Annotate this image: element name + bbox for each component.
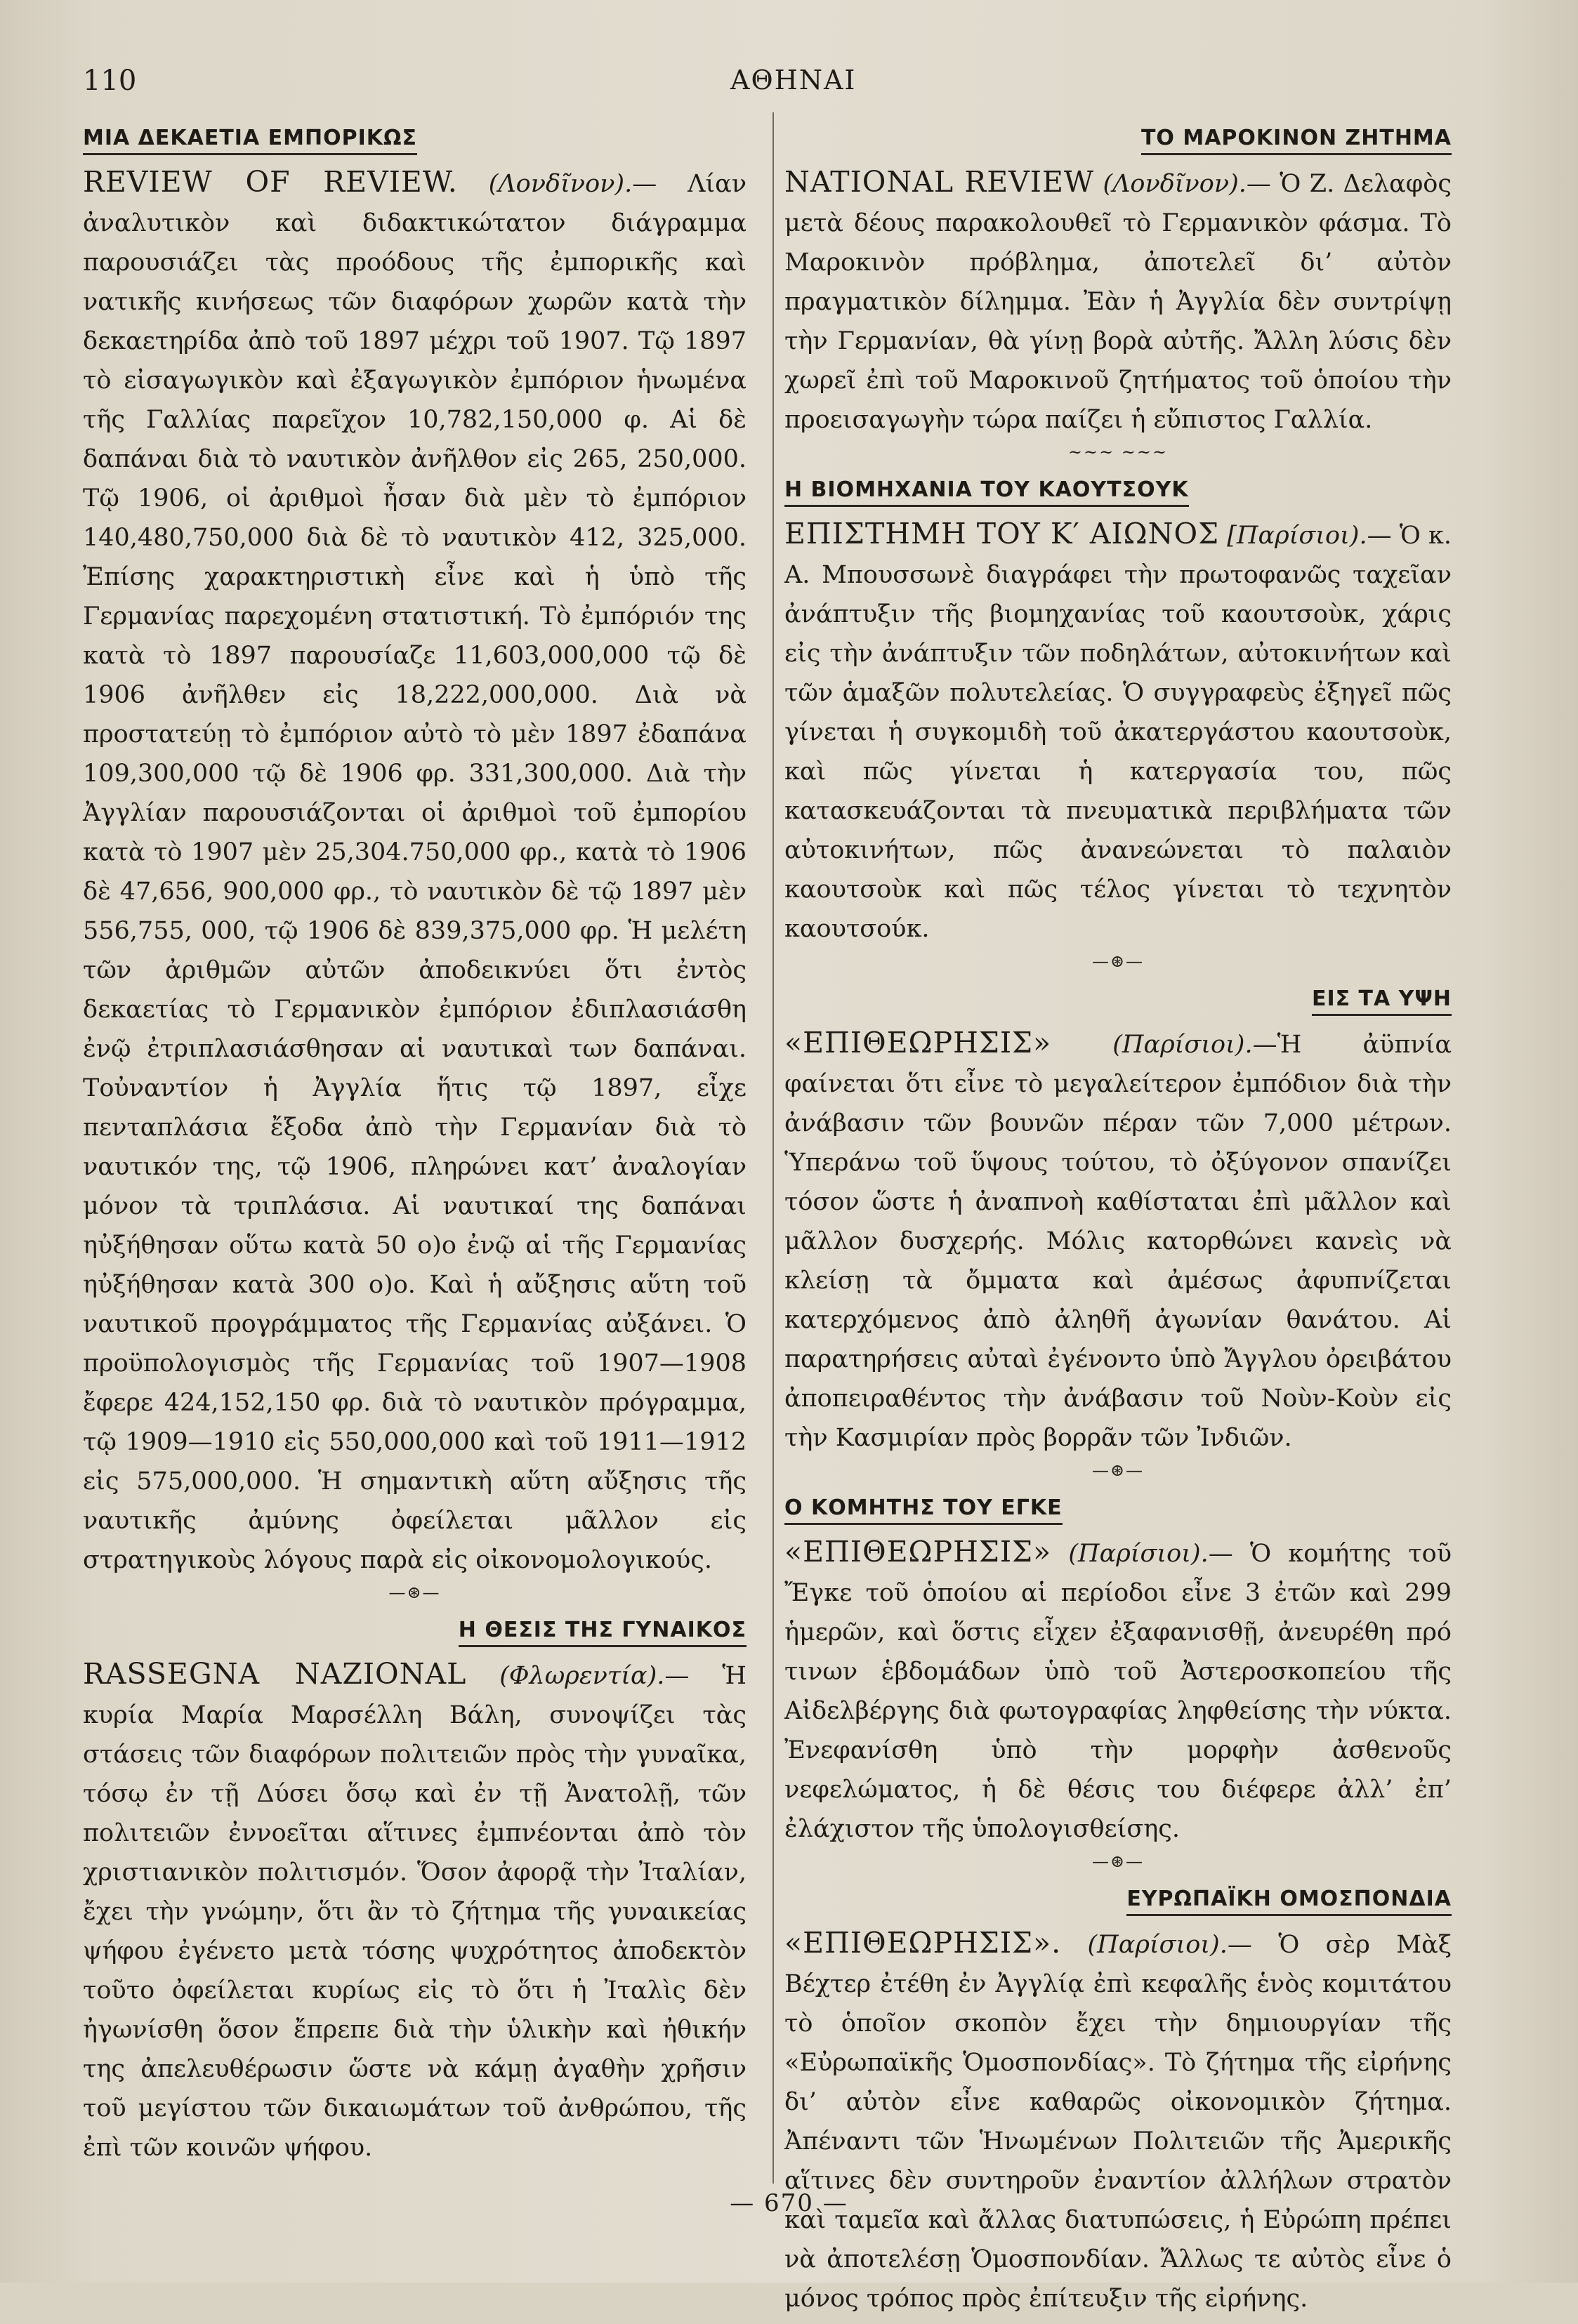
publication-city: [Παρίσιοι). <box>1227 522 1367 550</box>
left-column <box>83 116 747 2173</box>
publication-name: ΕΠΙΣΤΗΜΗ ΤΟΥ Κ′ ΑΙΩΝΟΣ <box>784 517 1220 550</box>
article-text: — Ὁ Ζ. Δελαφὸς μετὰ δέους παρακολουθεῖ τὸ Γερμανικὸν φάσμα. Τὸ Μαροκινὸν πρόβλημα, ἀποτελεῖ δι’ αὐτὸν πραγματικὸν δίλημμα. Ἐὰν ἡ Ἀγγλία δὲν συντρίψῃ τὴν Γερμανίαν, θὰ γίνῃ βορὰ αὐτῆς. Ἄλλη λύσις δὲν χωρεῖ ἐπὶ τοῦ Μαροκινοῦ ζητήματος τοῦ ὁποίου τὴν προεισαγωγὴν τώρα παίζει ἡ εὔπιστος Γαλλία. <box>784 170 1452 434</box>
right-column <box>784 116 1452 2324</box>
article-body <box>784 1023 1452 1458</box>
article <box>83 116 747 1602</box>
ornament-divider: —⊛— <box>1091 1460 1145 1480</box>
article <box>784 116 1452 462</box>
article-heading: ΤΟ ΜΑΡΟΚΙΝΟΝ ΖΗΤΗΜΑ <box>1141 126 1452 155</box>
article-heading: ΜΙΑ ΔΕΚΑΕΤΙΑ ΕΜΠΟΡΙΚΩΣ <box>83 126 417 155</box>
ornament-divider: ~~~ ~~~ <box>1067 442 1169 462</box>
ornament-divider: —⊛— <box>1091 1851 1145 1871</box>
ornament-divider: —⊛— <box>1091 951 1145 971</box>
article-body <box>784 1532 1452 1849</box>
article-text: —Ἡ ἀϋπνία φαίνεται ὅτι εἶνε τὸ μεγαλείτερον ἐμπόδιον διὰ τὴν ἀνάβασιν τῶν βουνῶν πέραν τῶν 7,000 μέτρων. Ὑπεράνω τοῦ ὕψους τούτου, τὸ ὀξύγονον σπανίζει τόσον ὥστε ἡ ἀναπνοὴ καθίσταται ἐπὶ μᾶλλον καὶ μᾶλλον δυσχερής. Μόλις κατορθώνει κανεὶς νὰ κλείσῃ τὰ ὄμματα καὶ ἀμέσως ἀφυπνίζεται κατερχόμενος ἀπὸ ἀληθῆ ἀγωνίαν θανάτου. Αἱ παρατηρήσεις αὐταὶ ἐγένοντο ὑπὸ Ἄγγλου ὀρειβάτου ἀποπειραθέντος τὴν ἀνάβασιν τοῦ Νοὺν-Κοὺν εἰς τὴν Κασμιρίαν πρὸς βορρᾶν τῶν Ἰνδιῶν. <box>784 1031 1452 1452</box>
page-number: 110 <box>83 65 137 97</box>
article-body <box>784 162 1452 440</box>
article-text: — Λίαν ἀναλυτικὸν καὶ διδακτικώτατον διάγραμμα παρουσιάζει τὰς προόδους τῆς ἐμπορικῆς καὶ νατικῆς κινήσεως τῶν διαφόρων χωρῶν κατὰ τὴν δεκαετηρίδα ἀπὸ τοῦ 1897 μέχρι τοῦ 1907. Τῷ 1897 τὸ εἰσαγωγικὸν καὶ ἐξαγωγικὸν ἐμπόριον ἡνωμένα τῆς Γαλλίας παρεῖχον 10,782,150,000 φ. Αἱ δὲ δαπάναι διὰ τὸ ναυτικὸν ἀνῆλθον εἰς 265, 250,000. Τῷ 1906, οἱ ἀριθμοὶ ἦσαν διὰ μὲν τὸ ἐμπόριον 140,480,750,000 διὰ δὲ τὸ ναυτικὸν 412, 325,000. Ἐπίσης χαρακτηριστικὴ εἶνε καὶ ἡ ὑπὸ τῆς Γερμανίας παρεχομένη στατιστική. Τὸ ἐμπόριόν της κατὰ τὸ 1897 παρουσίαζε 11,603,000,000 τῷ δὲ 1906 ἀνῆλθεν εἰς 18,222,000,000. Διὰ νὰ προστατεύῃ τὸ ἐμπόριον αὐτὸ τὸ μὲν 1897 ἐδαπάνα 109,300,000 τῷ δὲ 1906 φρ. 331,300,000. Διὰ τὴν Ἀγγλίαν παρουσιάζονται οἱ ἀριθμοὶ τοῦ ἐμπορίου κατὰ τὸ 1907 μὲν 25,304.750,000 φρ., κατὰ τὸ 1906 δὲ 47,656, 900,000 φρ., τὸ ναυτικὸν δὲ τῷ 1897 μὲν 556,755, 000, τῷ 1906 δὲ 839,375,000 φρ. Ἡ μελέτη τῶν ἀριθμῶν αὐτῶν ἀποδεικνύει ὅτι ἐντὸς δεκαετίας τὸ Γερμανικὸν ἐμπόριον ἐδιπλασιάσθη ἐνῷ ἐτριπλασιάσθησαν αἱ ναυτικαὶ των δαπάναι. Τοὐναντίον ἡ Ἀγγλία ἥτις τῷ 1897, εἶχε πενταπλάσια ἔξοδα ἀπὸ τὴν Γερμανίαν διὰ τὸ ναυτικόν της, τῷ 1906, πληρώνει κατ’ ἀναλογίαν μόνον τὰ τριπλάσια. Αἱ ναυτικαί της δαπάναι ηὐξήθησαν οὕτω κατὰ 50 ο)ο ἐνῷ αἱ τῆς Γερμανίας ηὐξήθησαν κατὰ 300 ο)ο. Καὶ ἡ αὔξησις αὕτη τοῦ ναυτικοῦ προγράμματος τῆς Γερμανίας αὐξάνει. Ὁ προϋπολογισμὸς τῆς Γερμανίας τοῦ 1907—1908 ἔφερε 424,152,150 φρ. διὰ τὸ ναυτικὸν πρόγραμμα, τῷ 1909—1910 εἰς 550,000,000 καὶ τοῦ 1911—1912 εἰς 575,000,000. Ἡ σημαντικὴ αὕτη αὔξησις τῆς ναυτικῆς ἀμύνης ὀφείλεται μᾶλλον εἰς στρατηγικοὺς λόγους παρὰ εἰς οἰκονομολογικούς. <box>83 170 747 1574</box>
article-heading: ΕΥΡΩΠΑΪΚΗ ΟΜΟΣΠΟΝΔΙΑ <box>1126 1887 1452 1916</box>
article-body <box>784 1923 1452 2318</box>
publication-city: (Λονδῖνον). <box>488 170 633 198</box>
ornament-divider: —⊛— <box>388 1583 441 1602</box>
publication-name: «ΕΠΙΘΕΩΡΗΣΙΣ» <box>784 1026 1052 1059</box>
publication-city: (Λονδῖνον). <box>1103 170 1247 198</box>
publication-name: RASSEGNA NAZIONAL <box>83 1657 467 1691</box>
article <box>784 468 1452 971</box>
publication-name: «ΕΠΙΘΕΩΡΗΣΙΣ». <box>784 1926 1062 1960</box>
article <box>784 1877 1452 2318</box>
article <box>784 977 1452 1480</box>
article-text: — Ὁ κ. Α. Μπουσσωνὲ διαγράφει τὴν πρωτοφανῶς ταχεῖαν ἀνάπτυξιν τῆς βιομηχανίας τοῦ καουτσοὺκ, χάρις εἰς τὴν ἀνάπτυξιν τῶν ποδηλάτων, αὐτοκινήτων καὶ τῶν ἁμαξῶν πολυτελείας. Ὁ συγγραφεὺς ἐξηγεῖ πῶς γίνεται ἡ συγκομιδὴ τοῦ ἀκατεργάστου καουτσοὺκ, καὶ πῶς γίνεται ἡ κατεργασία του, πῶς κατασκευάζονται τὰ πνευματικὰ περιβλήματα τῶν αὐτοκινήτων, πῶς ἀνανεώνεται τὸ παλαιὸν καουτσοὺκ καὶ πῶς τέλος γίνεται τὸ τεχνητὸν καουτσούκ. <box>784 522 1452 943</box>
article-heading: Ο ΚΟΜΗΤΗΣ ΤΟΥ ΕΓΚΕ <box>784 1496 1063 1525</box>
article-text: — Ὁ σὲρ Μὰξ Βέχτερ ἐτέθη ἐν Ἀγγλίᾳ ἐπὶ κεφαλῆς ἑνὸς κομιτάτου τὸ ὁποῖον σκοπὸν ἔχει τὴν δημιουργίαν τῆς «Εὐρωπαϊκῆς Ὁμοσπονδίας». Τὸ ζήτημα τῆς εἰρήνης δι’ αὐτὸν εἶνε καθαρῶς οἰκονομικὸν ζήτημα. Ἀπέναντι τῶν Ἡνωμένων Πολιτειῶν τῆς Ἀμερικῆς αἵτινες δὲν συντηροῦν ἐναντίον ἀλλήλων στρατὸν καὶ ταμεῖα καὶ ἄλλας διατυπώσεις, ἡ Εὐρώπη πρέπει νὰ ἀποτελέσῃ Ὁμοσπονδίαν. Ἄλλως τε αὐτὸς εἶνε ὁ μόνος τρόπος πρὸς ἐπίτευξιν τῆς εἰρήνης. <box>784 1931 1452 2313</box>
running-title: ΑΘΗΝΑΙ <box>730 65 857 95</box>
publication-name: NATIONAL REVIEW <box>784 165 1095 199</box>
article-text: — Ἡ κυρία Μαρία Μαρσέλλη Βάλη, συνοψίζει τὰς στάσεις τῶν διαφόρων πολιτειῶν πρὸς τὴν γυναῖκα, τόσῳ ἐν τῇ Δύσει ὅσῳ καὶ ἐν τῇ Ἀνατολῇ, τῶν πολιτειῶν ἐννοεῖται αἵτινες ἐμπνέονται ἀπὸ τὸν χριστιανικὸν πολιτισμόν. Ὅσον ἀφορᾷ τὴν Ἰταλίαν, ἔχει τὴν γνώμην, ὅτι ἂν τὸ ζήτημα τῆς γυναικείας ψήφου ἐγένετο μετὰ τόσης ψυχρότητος ἀποδεκτὸν τοῦτο ὀφείλεται κυρίως εἰς τὸ ὅτι ἡ Ἰταλὶς δὲν ἠγωνίσθη ὅσον ἔπρεπε διὰ τὴν ὑλικὴν καὶ ἠθικήν της ἀπελευθέρωσιν ὥστε νὰ κάμῃ ἀγαθὴν χρῆσιν τοῦ μεγίστου τῶν δικαιωμάτων τοῦ ἀνθρώπου, τῆς ἐπὶ τῶν κοινῶν ψήφου. <box>83 1662 747 2162</box>
article-text: — Ὁ κομήτης τοῦ Ἔγκε τοῦ ὁποίου αἱ περίοδοι εἶνε 3 ἐτῶν καὶ 299 ἡμερῶν, καὶ ὅστις εἶχεν ἐξαφανισθῇ, ἀνευρέθη πρό τινων ἑβδομάδων ὑπὸ τοῦ Ἀστεροσκοπείου τῆς Αἰδελβέργης διὰ φωτογραφίας ληφθείσης τὴν νύκτα. Ἐνεφανίσθη ὑπὸ τὴν μορφὴν ἀσθενοῦς νεφελώματος, ἡ δὲ θέσις του διέφερε ἀλλ’ ἐπ’ ἐλάχιστον τῆς ὑπολογισθείσης. <box>784 1540 1452 1843</box>
publication-city: (Παρίσιοι). <box>1112 1031 1253 1059</box>
article-body <box>784 514 1452 949</box>
publication-city: (Παρίσιοι). <box>1068 1540 1209 1568</box>
article-body <box>83 162 747 1580</box>
publication-name: «ΕΠΙΘΕΩΡΗΣΙΣ» <box>784 1535 1052 1569</box>
article-heading: Η ΒΙΟΜΗΧΑΝΙΑ ΤΟΥ ΚΑΟΥΤΣΟΥΚ <box>784 477 1189 507</box>
publication-city: (Παρίσιοι). <box>1087 1931 1228 1959</box>
publication-city: (Φλωρεντία). <box>499 1662 665 1690</box>
column-divider <box>772 112 774 2184</box>
article-heading: ΕΙΣ ΤΑ ΥΨΗ <box>1312 986 1452 1016</box>
page-footer: — 670 — <box>730 2189 848 2217</box>
article-heading: Η ΘΕΣΙΣ ΤΗΣ ΓΥΝΑΙΚΟΣ <box>459 1618 747 1647</box>
publication-name: REVIEW OF REVIEW. <box>83 165 458 199</box>
article <box>83 1608 747 2167</box>
article-body <box>83 1654 747 2167</box>
article <box>784 1486 1452 1871</box>
